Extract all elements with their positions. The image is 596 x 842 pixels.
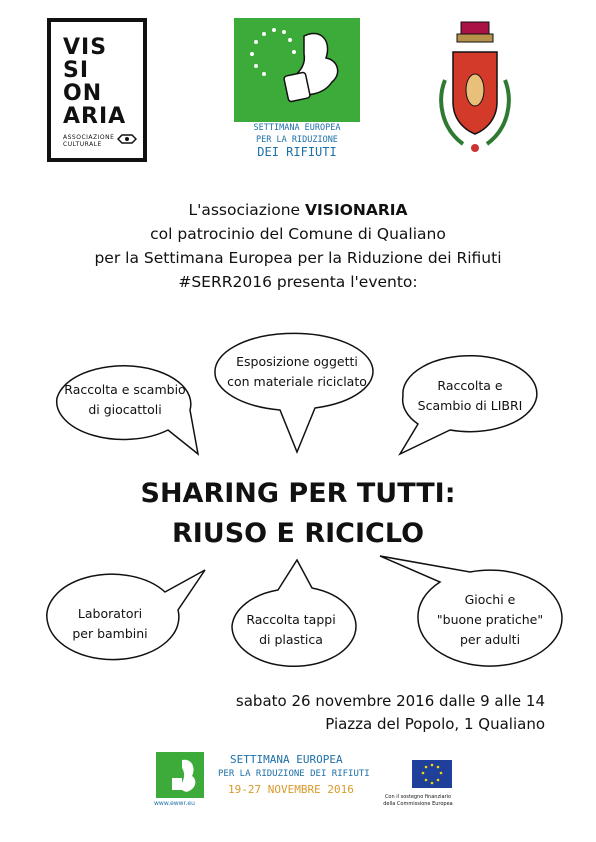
serr-line-3: DEI RIFIUTI bbox=[257, 145, 337, 159]
intro-line-1-prefix: L'associazione bbox=[188, 201, 306, 219]
bubble-top-center-text: Esposizione oggetti con materiale riciclato bbox=[227, 354, 367, 389]
logo-line-4: ARIA bbox=[63, 104, 127, 129]
logo-line-2: SI bbox=[63, 58, 90, 83]
serr-line-2: PER LA RIDUZIONE bbox=[256, 135, 338, 145]
footer-eu-logo bbox=[378, 756, 458, 818]
intro-line-4: #SERR2016 presenta l'evento: bbox=[178, 273, 418, 291]
event-date: sabato 26 novembre 2016 dalle 9 alle 14 bbox=[235, 692, 545, 710]
event-place: Piazza del Popolo, 1 Qualiano bbox=[325, 715, 545, 733]
bubble-bottom-center-text: Raccolta tappi di plastica bbox=[246, 612, 336, 647]
eu-flag-icon bbox=[378, 756, 458, 796]
logo-sub-1: ASSOCIAZIONE bbox=[63, 134, 115, 141]
bubble-bottom-left-text: Laboratori per bambini bbox=[72, 606, 148, 641]
intro-line-2: col patrocinio del Comune di Qualiano bbox=[150, 225, 446, 243]
intro-line-3: per la Settimana Europea per la Riduzione dei Rifiuti bbox=[94, 249, 502, 267]
association-name: VISIONARIA bbox=[305, 201, 408, 219]
footer-site: www.ewwr.eu bbox=[154, 800, 195, 807]
bubble-top-right-text: Raccolta e Scambio di LIBRI bbox=[417, 378, 523, 413]
title-line-2: RIUSO E RICICLO bbox=[171, 518, 425, 549]
event-details bbox=[200, 690, 545, 736]
serr-small-logo-icon bbox=[156, 752, 204, 802]
footer-serr-line-1: SETTIMANA EUROPEA bbox=[230, 753, 343, 766]
eu-line-2: della Commissione Europea bbox=[383, 801, 453, 807]
logo-line-3: ON bbox=[63, 81, 103, 106]
footer-serr-line-2: PER LA RIDUZIONE DEI RIFIUTI bbox=[218, 769, 370, 779]
eu-line-1: Con il sostegno finanziario bbox=[384, 794, 452, 800]
serr-line-1: SETTIMANA EUROPEA bbox=[253, 123, 341, 133]
footer-serr-logo bbox=[156, 752, 204, 810]
event-title bbox=[0, 474, 596, 554]
logo-sub-2: CULTURALE bbox=[63, 141, 102, 148]
bubble-bottom-right-text: Giochi e "buone pratiche" per adulti bbox=[436, 592, 544, 647]
title-line-1: SHARING PER TUTTI: bbox=[140, 478, 456, 509]
logo-line-1: VIS bbox=[63, 35, 108, 60]
footer-serr-line-3: 19-27 NOVEMBRE 2016 bbox=[228, 783, 354, 796]
bubble-top-left-text: Raccolta e scambio di giocattoli bbox=[64, 382, 186, 417]
